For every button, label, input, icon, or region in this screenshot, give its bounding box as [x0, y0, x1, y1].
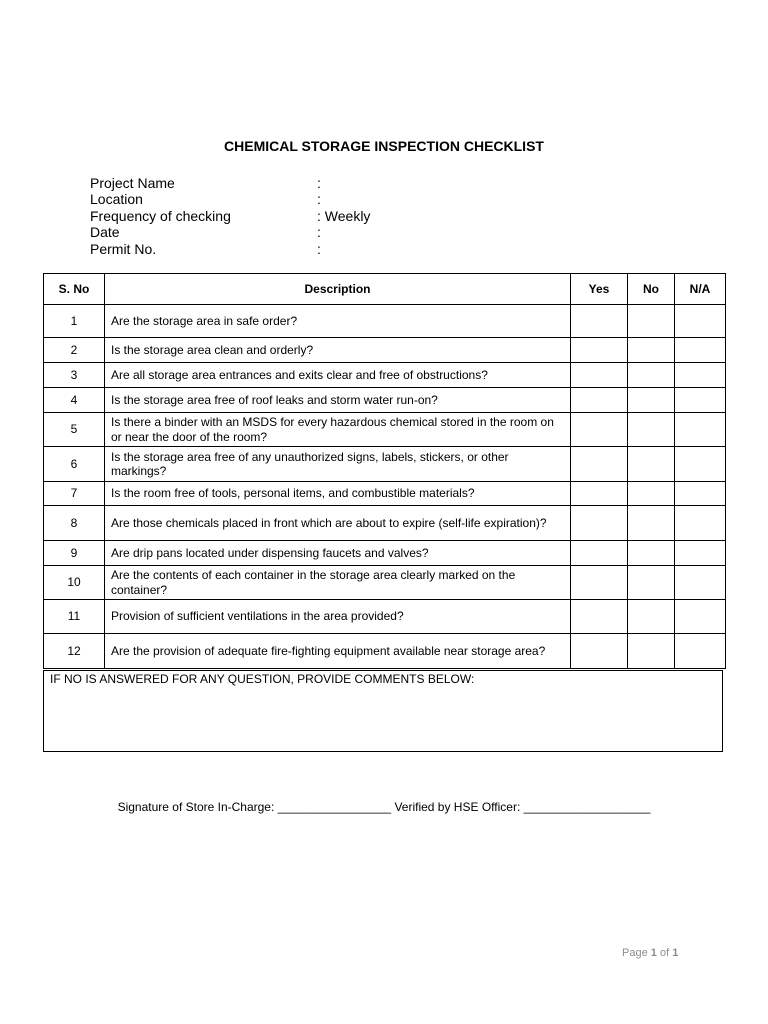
row-number: 10 — [44, 566, 105, 600]
na-cell[interactable] — [675, 506, 726, 541]
info-row-project-name — [90, 175, 370, 191]
document-title: CHEMICAL STORAGE INSPECTION CHECKLIST — [224, 138, 544, 154]
info-label: Permit No. — [90, 240, 157, 257]
table-row — [44, 566, 726, 600]
row-number: 6 — [44, 447, 105, 482]
row-description: Are the provision of adequate fire-fighting equipment available near storage area? — [105, 634, 571, 669]
no-cell[interactable] — [628, 634, 675, 669]
table-row — [44, 363, 726, 388]
info-label: Location — [90, 191, 143, 208]
table-row — [44, 634, 726, 669]
page-total: 1 — [672, 947, 679, 959]
yes-cell[interactable] — [571, 447, 628, 482]
page-current: 1 — [650, 947, 657, 959]
header-yes: Yes — [571, 274, 628, 305]
row-description: Are all storage area entrances and exits clear and free of obstructions? — [105, 363, 571, 388]
no-cell[interactable] — [628, 482, 675, 506]
row-description: Is the storage area free of roof leaks and storm water run-on? — [105, 388, 571, 413]
na-cell[interactable] — [675, 363, 726, 388]
info-value: : Weekly — [317, 207, 371, 224]
table-row — [44, 305, 726, 338]
yes-cell[interactable] — [571, 541, 628, 566]
comments-box[interactable] — [43, 670, 723, 752]
table-row — [44, 482, 726, 506]
table-row — [44, 506, 726, 541]
row-description: Is the storage area clean and orderly? — [105, 338, 571, 363]
row-number: 4 — [44, 388, 105, 413]
yes-cell[interactable] — [571, 413, 628, 447]
header-description: Description — [105, 274, 571, 305]
yes-cell[interactable] — [571, 566, 628, 600]
info-value: : — [317, 224, 321, 241]
yes-cell[interactable] — [571, 338, 628, 363]
row-number: 8 — [44, 506, 105, 541]
na-cell[interactable] — [675, 388, 726, 413]
project-info — [90, 175, 370, 257]
header-na: N/A — [675, 274, 726, 305]
row-description: Are the contents of each container in the storage area clearly marked on the container? — [105, 566, 571, 600]
row-description: Are the storage area in safe order? — [105, 305, 571, 338]
header-no: No — [628, 274, 675, 305]
na-cell[interactable] — [675, 305, 726, 338]
no-cell[interactable] — [628, 338, 675, 363]
no-cell[interactable] — [628, 447, 675, 482]
no-cell[interactable] — [628, 305, 675, 338]
na-cell[interactable] — [675, 338, 726, 363]
yes-cell[interactable] — [571, 600, 628, 634]
info-row-permit — [90, 241, 370, 257]
info-label: Frequency of checking — [90, 207, 231, 224]
row-description: Is there a binder with an MSDS for every hazardous chemical stored in the room on or near the door of the room? — [105, 413, 571, 447]
na-cell[interactable] — [675, 634, 726, 669]
info-row-date — [90, 224, 370, 240]
yes-cell[interactable] — [571, 305, 628, 338]
info-value: : — [317, 175, 321, 191]
info-row-frequency — [90, 208, 370, 224]
table-row — [44, 541, 726, 566]
row-number: 5 — [44, 413, 105, 447]
no-cell[interactable] — [628, 566, 675, 600]
page-footer — [622, 947, 678, 959]
table-row — [44, 447, 726, 482]
info-label: Project Name — [90, 175, 175, 191]
row-number: 2 — [44, 338, 105, 363]
no-cell[interactable] — [628, 600, 675, 634]
row-number: 12 — [44, 634, 105, 669]
yes-cell[interactable] — [571, 634, 628, 669]
row-description: Is the room free of tools, personal items, and combustible materials? — [105, 482, 571, 506]
of-word: of — [659, 947, 670, 959]
row-number: 1 — [44, 305, 105, 338]
info-value: : — [317, 191, 321, 208]
row-description: Is the storage area free of any unauthorized signs, labels, stickers, or other markings? — [105, 447, 571, 482]
na-cell[interactable] — [675, 413, 726, 447]
table-row — [44, 388, 726, 413]
info-row-location — [90, 191, 370, 207]
row-number: 11 — [44, 600, 105, 634]
header-sno: S. No — [44, 274, 105, 305]
na-cell[interactable] — [675, 541, 726, 566]
row-number: 7 — [44, 482, 105, 506]
row-description: Are those chemicals placed in front which are about to expire (self-life expiration)? — [105, 506, 571, 541]
row-number: 3 — [44, 363, 105, 388]
row-description: Are drip pans located under dispensing faucets and valves? — [105, 541, 571, 566]
info-label: Date — [90, 224, 120, 241]
table-header-row — [44, 274, 726, 305]
no-cell[interactable] — [628, 506, 675, 541]
yes-cell[interactable] — [571, 482, 628, 506]
yes-cell[interactable] — [571, 363, 628, 388]
yes-cell[interactable] — [571, 506, 628, 541]
no-cell[interactable] — [628, 363, 675, 388]
table-row — [44, 413, 726, 447]
no-cell[interactable] — [628, 413, 675, 447]
na-cell[interactable] — [675, 600, 726, 634]
yes-cell[interactable] — [571, 388, 628, 413]
comments-label: IF NO IS ANSWERED FOR ANY QUESTION, PROVIDE COMMENTS BELOW: — [50, 672, 475, 686]
checklist-table — [43, 273, 726, 669]
signature-line: Signature of Store In-Charge: _________________ Verified by HSE Officer: ___________________ — [117, 800, 651, 814]
row-description: Provision of sufficient ventilations in the area provided? — [105, 600, 571, 634]
table-row — [44, 338, 726, 363]
row-number: 9 — [44, 541, 105, 566]
na-cell[interactable] — [675, 482, 726, 506]
no-cell[interactable] — [628, 388, 675, 413]
info-value: : — [317, 240, 321, 257]
no-cell[interactable] — [628, 541, 675, 566]
page-word: Page — [622, 947, 648, 959]
na-cell[interactable] — [675, 447, 726, 482]
na-cell[interactable] — [675, 566, 726, 600]
table-row — [44, 600, 726, 634]
